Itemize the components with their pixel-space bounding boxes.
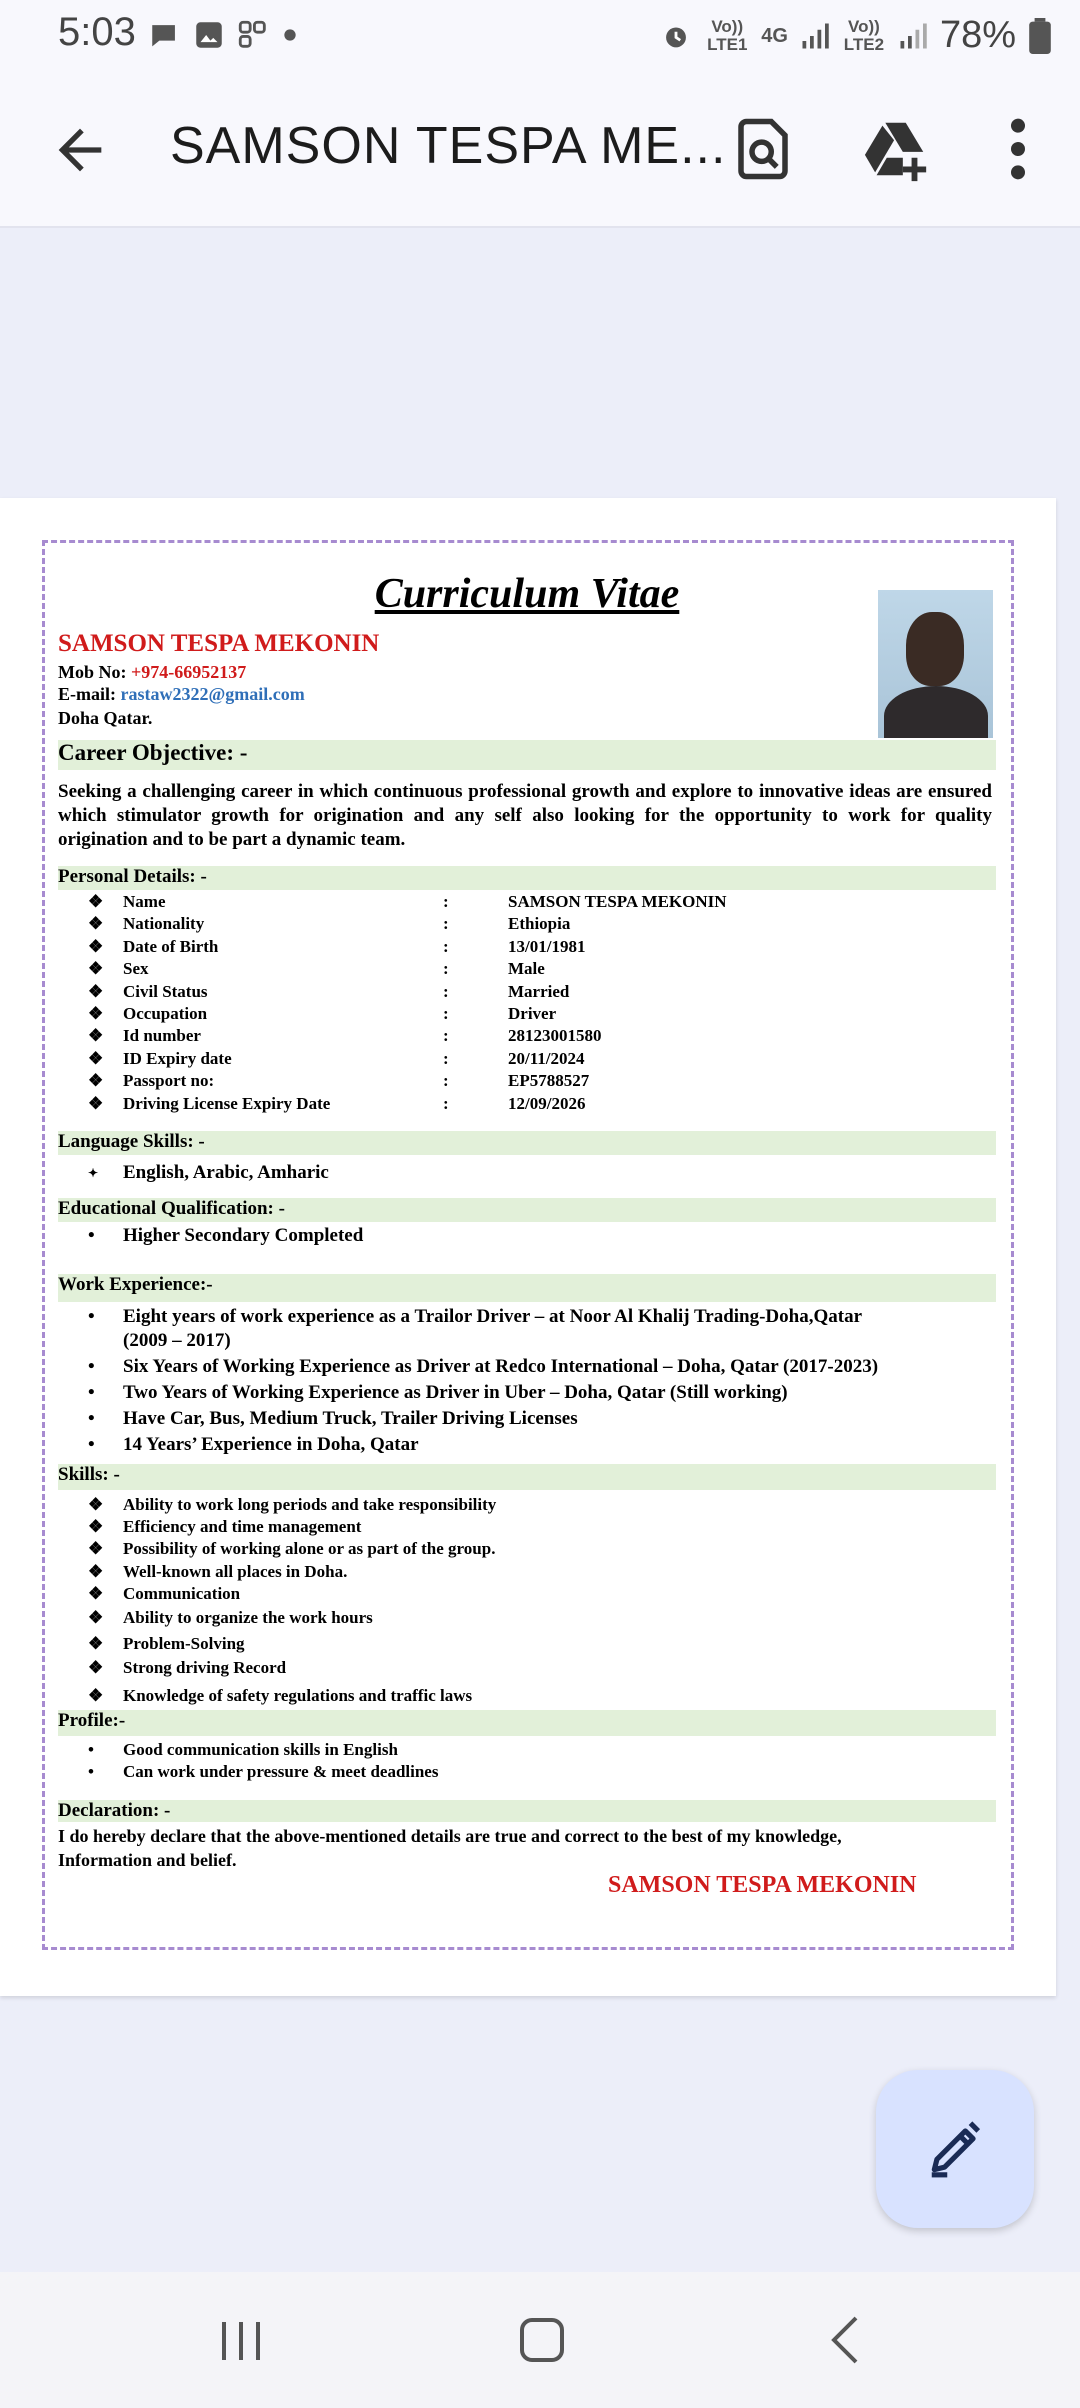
home-icon[interactable]	[518, 2314, 566, 2366]
status-bar	[0, 0, 1080, 70]
bullet-icon: •	[88, 1762, 94, 1781]
battery-percent: 78%	[939, 14, 1016, 56]
bullet-icon: ❖	[88, 981, 104, 1001]
detail-colon: :	[443, 1026, 449, 1046]
bullet-icon: •	[88, 1382, 95, 1403]
arrow-left-icon[interactable]	[48, 118, 112, 182]
detail-value: Male	[508, 959, 545, 979]
bullet-icon: •	[88, 1434, 95, 1455]
bullet-icon: ❖	[88, 1071, 104, 1091]
location: Doha Qatar.	[58, 708, 153, 728]
detail-colon: :	[443, 914, 449, 934]
profile-photo	[878, 590, 993, 738]
signal-2-icon	[898, 21, 928, 51]
bullet-icon: ❖	[88, 1495, 104, 1514]
detail-colon: :	[443, 1093, 449, 1113]
detail-value: 13/01/1981	[508, 936, 586, 956]
edit-pen-icon	[924, 2118, 986, 2180]
detail-value: 28123001580	[508, 1026, 602, 1046]
add-to-drive-icon[interactable]	[862, 114, 932, 184]
detail-colon: :	[443, 1071, 449, 1091]
email-link[interactable]: rastaw2322@gmail.com	[120, 684, 305, 704]
skill-item-text: Efficiency and time management	[123, 1517, 362, 1536]
battery-icon	[1028, 18, 1052, 54]
skill-item-text: Ability to work long periods and take responsibility	[123, 1495, 497, 1514]
gallery-icon	[192, 18, 226, 52]
more-vert-icon[interactable]	[1000, 114, 1036, 184]
recents-icon[interactable]	[218, 2316, 264, 2366]
bullet-icon: ❖	[88, 1634, 104, 1653]
detail-value: EP5788527	[508, 1071, 590, 1091]
alarm-icon	[659, 19, 693, 53]
work-item-text: Six Years of Working Experience as Driver at Redco International – Doha, Qatar (2017-2023)	[123, 1356, 879, 1377]
education-heading: Educational Qualification: -	[58, 1198, 996, 1222]
detail-label: Driving License Expiry Date	[123, 1093, 331, 1113]
detail-label: Name	[123, 892, 166, 911]
system-nav-bar	[0, 2272, 1080, 2408]
declaration-line-2: Information and belief.	[58, 1850, 237, 1870]
cv-title: Curriculum Vitae	[374, 571, 680, 617]
detail-colon: :	[443, 936, 449, 956]
personal-heading: Personal Details: -	[58, 866, 996, 890]
bullet-icon: ❖	[88, 1539, 104, 1558]
detail-value: 12/09/2026	[508, 1093, 586, 1113]
detail-colon: :	[443, 892, 449, 911]
signal-icon	[800, 21, 830, 51]
bullet-icon: ❖	[88, 1026, 104, 1046]
detail-value: SAMSON TESPA MEKONIN	[508, 892, 727, 911]
detail-label: Id number	[123, 1026, 201, 1046]
status-right	[659, 14, 1052, 57]
back-nav-icon[interactable]	[826, 2312, 866, 2368]
bullet-icon: ❖	[88, 1004, 104, 1023]
profile-item-text: Can work under pressure & meet deadlines	[123, 1762, 439, 1781]
apps-icon	[236, 18, 270, 52]
detail-colon: :	[443, 959, 449, 979]
profile-heading: Profile:-	[58, 1710, 996, 1736]
work-item-text: Eight years of work experience as a Trailor Driver – at Noor Al Khalij Trading-Doha,Qatar	[123, 1306, 863, 1327]
bullet-icon: ❖	[88, 1658, 104, 1677]
bullet-icon: •	[88, 1740, 94, 1759]
bullet-icon: ❖	[88, 1584, 104, 1603]
network-label-1: Vo)) LTE1	[707, 16, 748, 54]
skill-item-text: Knowledge of safety regulations and traffic laws	[123, 1686, 473, 1705]
skill-item-text: Strong driving Record	[123, 1658, 287, 1677]
work-heading: Work Experience:-	[58, 1274, 996, 1302]
document-title: SAMSON TESPA ME...	[170, 117, 727, 175]
detail-label: Civil Status	[123, 981, 208, 1001]
bullet-icon: •	[88, 1306, 95, 1327]
bullet-icon: ❖	[88, 1608, 104, 1627]
status-time: 5:03	[58, 10, 136, 54]
bullet-icon: ❖	[88, 1562, 104, 1581]
skill-item-text: Communication	[123, 1584, 241, 1603]
skill-item-text: Ability to organize the work hours	[123, 1608, 373, 1627]
bullet-icon: ❖	[88, 914, 104, 934]
chat-icon	[148, 18, 182, 52]
mobile-line: Mob No: +974-66952137	[58, 662, 247, 682]
detail-label: Nationality	[123, 914, 205, 934]
bullet-icon: •	[88, 1408, 95, 1429]
bullet-icon: ❖	[88, 1048, 104, 1068]
bullet-icon: ❖	[88, 1686, 104, 1705]
mobile-number: +974-66952137	[131, 662, 247, 682]
skill-item-text: Problem-Solving	[123, 1634, 245, 1653]
profile-item-text: Good communication skills in English	[123, 1740, 398, 1759]
edit-button[interactable]	[876, 2070, 1034, 2228]
skill-item-text: Possibility of working alone or as part of the group.	[123, 1539, 496, 1558]
detail-label: Date of Birth	[123, 936, 219, 956]
network-type: 4G	[761, 24, 788, 47]
detail-label: Sex	[123, 959, 149, 979]
skills-heading: Skills: -	[58, 1464, 996, 1490]
work-item-text: 14 Years’ Experience in Doha, Qatar	[123, 1434, 419, 1455]
bullet-icon: ❖	[88, 959, 104, 979]
detail-colon: :	[443, 981, 449, 1001]
detail-value: 20/11/2024	[508, 1048, 585, 1068]
applicant-name: SAMSON TESPA MEKONIN	[58, 630, 380, 657]
detail-colon: :	[443, 1004, 449, 1023]
dot-icon	[280, 18, 300, 52]
document-page[interactable]: Curriculum Vitae SAMSON TESPA MEKONIN Mob No: +974-66952137 E-mail: rastaw2322@gmail.com Doha Qatar. Career Objective: - Seeking a challenging career in which continuous professional growth and explore to innovative ideas are ensured which stimulator growth for origination and any self also looking for the opportunity to work for quality origination and to be part a dynamic team. Personal Details: - ❖ Name : SAMSON TESPA MEKONIN ❖ Nationality : Ethiopia ❖ Date of Birth : 13/01/1981 ❖ Sex : Male ❖ Civil Status : Married ❖ Occupation : Driver ❖ Id number : 28123001580 ❖ ID Expiry date : 20/11/2024 ❖ Passport no: : EP5788527 ❖ Driving License Expiry Date : 12/09/2026 Language Skills: - ✦ English, Arabic, Amharic Educational Qualification: - • Higher Secondary Completed Work Experience:- • Eight years of work experience as a Trailor Driver – at Noor Al Khalij Trading-Doha,Qatar (2009 – 2017) • Six Years of Working Experience as Driver at Redco International – Doha, Qatar (2017-2023) • Two Years of Working Experience as Driver in Uber – Doha, Qatar (Still working) • Have Car, Bus, Medium Truck, Trailer Driving Licenses • 14 Years’ Experience in Doha, Qatar Skills: - ❖ Ability to work long periods and take responsibility ❖ Efficiency and time management ❖ Possibility of working alone or as part of the group. ❖ Well-known all places in Doha. ❖ Communication ❖ Ability to organize the work hours ❖ Problem-Solving ❖ Strong driving Record ❖ Knowledge of safety regulations and traffic laws Profile:- • Good communication skills in English • Can work under pressure & meet deadlines Declaration: - I do hereby declare that the above-mentioned details are true and correct to the best of my knowledge, Information and belief. SAMSON TESPA MEKONIN	[0, 498, 1056, 1996]
career-text: Seeking a challenging career in which continuous professional growth and explore to innovative ideas are ensured which stimulator growth for origination and any self also looking for the opportunity to work for quality origination and to be part a dynamic team.	[58, 781, 992, 850]
email-line: E-mail: rastaw2322@gmail.com	[58, 684, 305, 704]
app-bar	[0, 70, 1080, 228]
work-item-text: Have Car, Bus, Medium Truck, Trailer Driving Licenses	[123, 1408, 578, 1429]
detail-value: Driver	[508, 1004, 557, 1023]
bullet-icon: ❖	[88, 1093, 104, 1113]
notification-icons	[148, 18, 300, 52]
declaration-line-1: I do hereby declare that the above-mentioned details are true and correct to the best of my knowledge,	[58, 1826, 842, 1846]
career-heading: Career Objective: -	[58, 740, 996, 770]
declaration-heading: Declaration: -	[58, 1800, 996, 1822]
bullet-icon: ❖	[88, 892, 104, 911]
skill-item-text: Well-known all places in Doha.	[123, 1562, 348, 1581]
network-label-2: Vo)) LTE2	[843, 16, 885, 54]
detail-colon: :	[443, 1048, 449, 1068]
detail-value: Married	[508, 981, 570, 1001]
work-item-text: (2009 – 2017)	[123, 1330, 231, 1351]
bullet-icon: ❖	[88, 936, 104, 956]
find-in-page-icon[interactable]	[730, 114, 796, 184]
detail-value: Ethiopia	[508, 914, 571, 934]
detail-label: ID Expiry date	[123, 1048, 232, 1068]
signature-name: SAMSON TESPA MEKONIN	[608, 1872, 917, 1898]
work-item-text: Two Years of Working Experience as Driver in Uber – Doha, Qatar (Still working)	[123, 1382, 788, 1403]
bullet-icon: ❖	[88, 1517, 104, 1536]
bullet-icon: •	[88, 1356, 95, 1377]
detail-label: Passport no:	[123, 1071, 215, 1091]
language-heading: Language Skills: -	[58, 1131, 996, 1155]
detail-label: Occupation	[123, 1004, 208, 1023]
